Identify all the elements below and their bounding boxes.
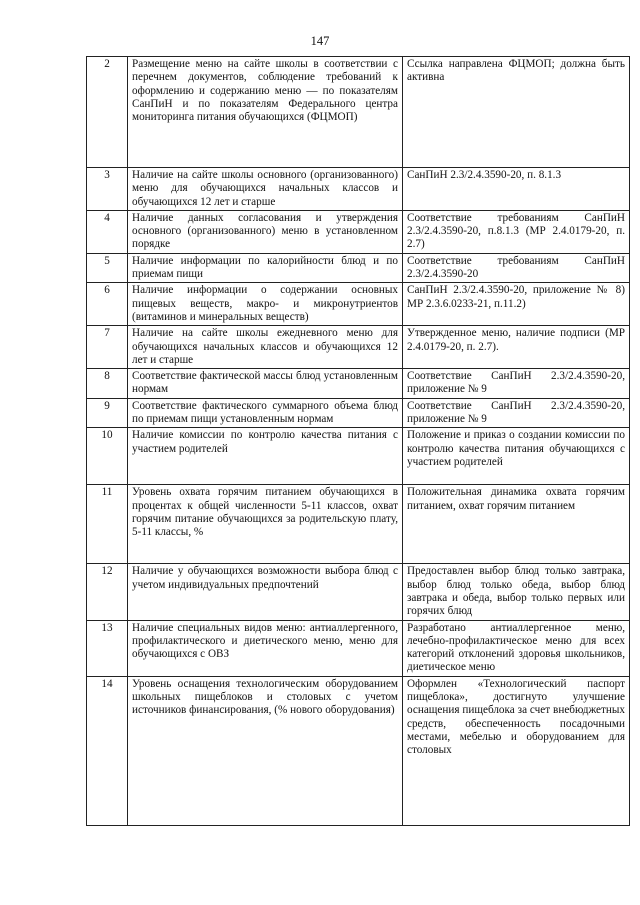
note-cell: Соответствие СанПиН 2.3/2.4.3590-20, приложение № 9 bbox=[403, 369, 630, 399]
criterion-cell: Соответствие фактической массы блюд установленным нормам bbox=[128, 369, 403, 399]
table-row bbox=[87, 253, 630, 283]
row-number: 10 bbox=[87, 428, 128, 485]
criterion-cell: Соответствие фактического суммарного объема блюд по приемам пищи установленным нормам bbox=[128, 398, 403, 428]
table-row bbox=[87, 620, 630, 676]
row-number: 5 bbox=[87, 253, 128, 283]
table-row bbox=[87, 676, 630, 825]
table-row bbox=[87, 369, 630, 399]
note-cell: Положение и приказ о создании комиссии по контролю качества питания обучающихся с участием родителей bbox=[403, 428, 630, 485]
criterion-cell: Уровень охвата горячим питанием обучающихся в процентах к общей численности 5-11 классов, охват горячим питание обучающихся за родительскую плату, 5-11 классы, % bbox=[128, 485, 403, 564]
table-row bbox=[87, 57, 630, 168]
table-row bbox=[87, 485, 630, 564]
row-number: 6 bbox=[87, 283, 128, 326]
table-row bbox=[87, 168, 630, 211]
table-row bbox=[87, 210, 630, 253]
criterion-cell: Наличие информации о содержании основных пищевых веществ, макро- и микронутриентов (витаминов и минеральных веществ) bbox=[128, 283, 403, 326]
note-cell: Соответствие требованиям СанПиН 2.3/2.4.3590-20, п.8.1.3 (МР 2.4.0179-20, п. 2.7) bbox=[403, 210, 630, 253]
table-row bbox=[87, 283, 630, 326]
row-number: 7 bbox=[87, 326, 128, 369]
note-cell: Утвержденное меню, наличие подписи (МР 2.4.0179-20, п. 2.7). bbox=[403, 326, 630, 369]
note-cell: Ссылка направлена ФЦМОП; должна быть активна bbox=[403, 57, 630, 168]
criterion-cell: Наличие информации по калорийности блюд и по приемам пищи bbox=[128, 253, 403, 283]
note-cell: Предоставлен выбор блюд только завтрака, выбор блюд только обеда, выбор блюд завтрака и обеда, выбор только первых или горячих блюд bbox=[403, 564, 630, 620]
table-row bbox=[87, 326, 630, 369]
note-cell: Разработано антиаллергенное меню, лечебно-профилактическое меню для всех категорий отклонений здоровья школьников, диетическое меню bbox=[403, 620, 630, 676]
note-cell: Соответствие СанПиН 2.3/2.4.3590-20, приложение № 9 bbox=[403, 398, 630, 428]
row-number: 8 bbox=[87, 369, 128, 399]
criterion-cell: Размещение меню на сайте школы в соответствии с перечнем документов, соблюдение требований к оформлению и содержанию меню — по показателям СанПиН и по показателям Федерального центра мониторинга питания обучающихся (ФЦМОП) bbox=[128, 57, 403, 168]
row-number: 4 bbox=[87, 210, 128, 253]
criterion-cell: Уровень оснащения технологическим оборудованием школьных пищеблоков и столовых с учетом источников финансирования, (% нового оборудования) bbox=[128, 676, 403, 825]
row-number: 11 bbox=[87, 485, 128, 564]
row-number: 3 bbox=[87, 168, 128, 211]
row-number: 2 bbox=[87, 57, 128, 168]
row-number: 12 bbox=[87, 564, 128, 620]
row-number: 13 bbox=[87, 620, 128, 676]
note-cell: СанПиН 2.3/2.4.3590-20, приложение № 8) МР 2.3.6.0233-21, п.11.2) bbox=[403, 283, 630, 326]
row-number: 9 bbox=[87, 398, 128, 428]
criterion-cell: Наличие комиссии по контролю качества питания с участием родителей bbox=[128, 428, 403, 485]
table-row bbox=[87, 564, 630, 620]
table-row bbox=[87, 398, 630, 428]
criterion-cell: Наличие на сайте школы ежедневного меню для обучающихся начальных классов и обучающихся 12 лет и старше bbox=[128, 326, 403, 369]
row-number: 14 bbox=[87, 676, 128, 825]
note-cell: Оформлен «Технологический паспорт пищеблока», достигнуто улучшение оснащения пищеблока за счет внебюджетных средств, обеспеченность посадочными местами, мебелью и оборудованием для столовых bbox=[403, 676, 630, 825]
criteria-table bbox=[86, 56, 630, 826]
note-cell: Положительная динамика охвата горячим питанием, охват горячим питанием bbox=[403, 485, 630, 564]
criterion-cell: Наличие на сайте школы основного (организованного) меню для обучающихся начальных классов и обучающихся 12 лет и старше bbox=[128, 168, 403, 211]
page-number: 147 bbox=[310, 34, 330, 48]
note-cell: СанПиН 2.3/2.4.3590-20, п. 8.1.3 bbox=[403, 168, 630, 211]
criterion-cell: Наличие у обучающихся возможности выбора блюд с учетом индивидуальных предпочтений bbox=[128, 564, 403, 620]
note-cell: Соответствие требованиям СанПиН 2.3/2.4.3590-20 bbox=[403, 253, 630, 283]
criterion-cell: Наличие специальных видов меню: антиаллергенного, профилактического и диетического меню, меню для обучающихся с ОВЗ bbox=[128, 620, 403, 676]
criterion-cell: Наличие данных согласования и утверждения основного (организованного) меню в установленном порядке bbox=[128, 210, 403, 253]
table-row bbox=[87, 428, 630, 485]
